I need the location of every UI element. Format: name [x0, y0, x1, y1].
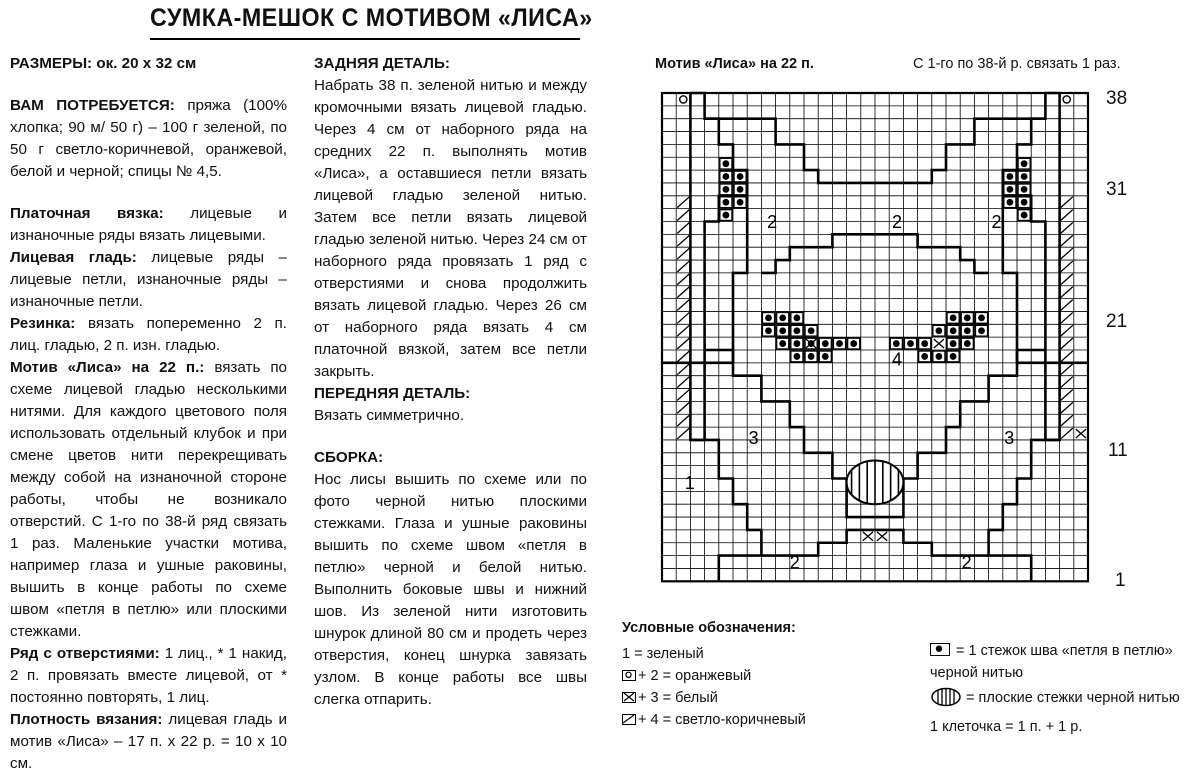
- white-cross-mark: [877, 532, 887, 541]
- loop-stitch-mark: [779, 327, 786, 334]
- brown-diagonal-mark: [1061, 223, 1073, 234]
- brown-diagonal-mark: [1061, 300, 1073, 311]
- zone-label-2: 2: [767, 211, 778, 232]
- loop-stitch-mark: [723, 199, 730, 206]
- zone-label-9: 2: [961, 552, 972, 573]
- brown-diagonal-mark: [677, 377, 689, 388]
- brown-diagonal-mark: [677, 235, 689, 246]
- chart-title: Мотив «Лиса» на 22 п.: [655, 56, 814, 72]
- loop-stitch-mark: [850, 340, 857, 347]
- title-underline: [150, 38, 580, 40]
- loop-stitch-mark: [808, 327, 815, 334]
- brown-diagonal-mark: [1061, 338, 1073, 349]
- loop-stitch-mark: [779, 314, 786, 321]
- loop-stitch-mark: [907, 340, 914, 347]
- row-number-38: 38: [1106, 88, 1128, 109]
- loop-stitch-mark: [978, 314, 985, 321]
- loop-stitch-mark: [794, 314, 801, 321]
- diagonal-symbol-icon: [622, 714, 636, 725]
- loop-stitch-mark: [822, 353, 829, 360]
- brown-diagonal-mark: [677, 364, 689, 375]
- brown-diagonal-mark: [1061, 377, 1073, 388]
- legend-loop-row: [930, 640, 1198, 684]
- chart-zone-labels: [685, 212, 1015, 573]
- zone-label-3: 2: [892, 211, 903, 232]
- zone-label-1: 1: [684, 472, 695, 493]
- right-body-outline: [989, 440, 1060, 581]
- brown-diagonal-mark: [677, 402, 689, 413]
- legend-brown-row: [622, 709, 806, 731]
- cross-symbol-icon: [622, 692, 636, 703]
- brown-diagonal-mark: [677, 312, 689, 323]
- legend-white-row: [622, 687, 806, 709]
- brown-diagonal-mark: [1061, 210, 1073, 221]
- loop-stitch-mark: [1021, 212, 1028, 219]
- gauge-label: Плотность вязания:: [10, 711, 163, 728]
- loop-stitch-mark: [723, 173, 730, 180]
- zone-label-7: 3: [1004, 427, 1015, 448]
- circle-symbol-icon: [622, 670, 636, 681]
- brown-diagonal-mark: [677, 261, 689, 272]
- loop-stitch-mark: [978, 327, 985, 334]
- left-body-outline: [690, 440, 761, 581]
- brown-diagonal-mark: [1061, 287, 1073, 298]
- garter-label: Платочная вязка:: [10, 205, 164, 222]
- brown-diagonal-mark: [1061, 364, 1073, 375]
- loop-stitch-mark: [822, 340, 829, 347]
- oval-stitch-icon: [930, 687, 962, 714]
- loop-stitch-mark: [1007, 199, 1014, 206]
- motif-text: вязать по схеме лицевой гладью несколькими нитями. Для каждого цветового поля использовать отдельный клубок и при смене цветов нити перекрещивать между собой на изнаночной стороне работы, чтобы не возникало отверстий. С 1-го по 38-й ряд связать 1 раз. Маленькие участки мотива, например глаза и ушные раковины, вышить в конце работы по схеме швом «петля в петлю» или плоскими стежками.: [10, 359, 287, 640]
- brown-diagonal-mark: [677, 248, 689, 259]
- loop-stitch-mark: [921, 353, 928, 360]
- legend-green: 1 = зеленый: [622, 646, 704, 662]
- loop-stitch-mark: [1021, 173, 1028, 180]
- loop-stitch-mark: [950, 353, 957, 360]
- legend-cell: 1 клеточка = 1 п. + 1 р.: [930, 719, 1083, 735]
- loop-stitch-mark: [794, 327, 801, 334]
- row-number-31: 31: [1106, 179, 1128, 200]
- row-number-1: 1: [1115, 570, 1126, 591]
- row-number-11: 11: [1108, 440, 1128, 461]
- dot-symbol-icon: [930, 643, 950, 656]
- instructions-column-2: [314, 53, 587, 711]
- legend-loop-stitch: = 1 стежок шва «петля в петлю» черной нитью: [930, 643, 1173, 681]
- sizes-value: ок. 20 х 32 см: [96, 55, 197, 72]
- legend-orange: + 2 = оранжевый: [638, 668, 752, 684]
- loop-stitch-mark: [936, 327, 943, 334]
- page-title: СУМКА-МЕШОК С МОТИВОМ «ЛИСА»: [150, 4, 593, 32]
- brown-diagonal-mark: [677, 428, 689, 439]
- needs-text: пряжа (100% хлопка; 90 м/ 50 г) – 100 г зеленой, по 50 г светло-коричневой, оранжевой, белой и черной; спицы № 4,5.: [10, 97, 287, 180]
- row-number-21: 21: [1106, 311, 1128, 332]
- brown-diagonal-mark: [677, 210, 689, 221]
- white-cross-mark: [863, 532, 873, 541]
- brown-diagonal-mark: [1061, 351, 1073, 362]
- brown-diagonal-mark: [1061, 402, 1073, 413]
- brown-diagonal-mark: [1061, 415, 1073, 426]
- brown-diagonal-mark: [677, 325, 689, 336]
- loop-stitch-mark: [1007, 173, 1014, 180]
- legend-left: [622, 617, 806, 731]
- rib-text: вязать попеременно 2 п. лиц. гладью, 2 п. изн. гладью.: [10, 315, 287, 354]
- loop-stitch-mark: [936, 353, 943, 360]
- loop-stitch-mark: [723, 160, 730, 167]
- loop-stitch-mark: [737, 186, 744, 193]
- brown-diagonal-mark: [677, 300, 689, 311]
- loop-stitch-mark: [765, 327, 772, 334]
- needs-label: ВАМ ПОТРЕБУЕТСЯ:: [10, 97, 175, 114]
- zone-label-8: 2: [789, 552, 800, 573]
- loop-stitch-mark: [1021, 160, 1028, 167]
- legend-orange-row: [622, 665, 806, 687]
- brown-diagonal-mark: [677, 390, 689, 401]
- loop-stitch-mark: [964, 314, 971, 321]
- brown-diagonal-mark: [677, 274, 689, 285]
- stockinette-text: лицевые ряды – лицевые петли, изнаночные ряды – изнаночные петли.: [10, 249, 287, 310]
- loop-stitch-mark: [1021, 199, 1028, 206]
- loop-stitch-mark: [765, 314, 772, 321]
- loop-stitch-mark: [723, 186, 730, 193]
- orange-ring-mark: [1063, 96, 1070, 103]
- white-cross-mark: [934, 339, 944, 348]
- chart-repeat-note: С 1-го по 38-й р. связать 1 раз.: [913, 56, 1121, 72]
- back-heading: ЗАДНЯЯ ДЕТАЛЬ:: [314, 55, 450, 72]
- brown-diagonal-mark: [1061, 274, 1073, 285]
- loop-stitch-mark: [723, 212, 730, 219]
- brown-diagonal-mark: [677, 287, 689, 298]
- loop-stitch-mark: [964, 340, 971, 347]
- motif-label: Мотив «Лиса» на 22 п.:: [10, 359, 205, 376]
- brown-diagonal-mark: [677, 415, 689, 426]
- loop-stitch-mark: [1021, 186, 1028, 193]
- loop-stitch-mark: [950, 327, 957, 334]
- legend-flat-row: [930, 687, 1198, 714]
- loop-stitch-mark: [964, 327, 971, 334]
- assembly-heading: СБОРКА:: [314, 449, 384, 466]
- white-cross-mark: [1076, 429, 1086, 438]
- legend-brown: + 4 = светло-коричневый: [638, 712, 806, 728]
- brown-diagonal-mark: [1061, 390, 1073, 401]
- brown-diagonal-mark: [1061, 428, 1073, 439]
- brown-diagonal-mark: [1061, 248, 1073, 259]
- holes-label: Ряд с отверстиями:: [10, 645, 160, 662]
- brown-diagonal-mark: [1061, 261, 1073, 272]
- chart-stitch-marks: [677, 96, 1086, 541]
- brown-diagonal-mark: [1061, 197, 1073, 208]
- brown-diagonal-mark: [677, 223, 689, 234]
- brown-diagonal-mark: [1061, 312, 1073, 323]
- gauge-text: лицевая гладь и мотив «Лиса» – 17 п. х 22 р. = 10 х 10 см.: [10, 711, 287, 772]
- loop-stitch-mark: [836, 340, 843, 347]
- brown-diagonal-mark: [1061, 235, 1073, 246]
- loop-stitch-mark: [794, 353, 801, 360]
- loop-stitch-mark: [794, 340, 801, 347]
- loop-stitch-mark: [1007, 186, 1014, 193]
- brown-diagonal-mark: [677, 338, 689, 349]
- brown-diagonal-mark: [677, 351, 689, 362]
- instructions-column-1: [10, 53, 287, 775]
- back-text: Набрать 38 п. зеленой нитью и между кромочными вязать лицевой гладью. Через 4 см от наборного ряда на средних 22 п. выполнять мотив «Лиса», а оставшиеся петли вязать лицевой гладью зеленой нитью. Затем все петли вязать лицевой гладью зеленой нитью. Через 24 см от наборного ряда провязать 1 ряд с отверстиями и снова продолжить вязать лицевой гладью. Через 26 см от наборного ряда вязать 4 см платочной вязкой, затем все петли закрыть.: [314, 77, 587, 380]
- loop-stitch-mark: [950, 314, 957, 321]
- front-heading: ПЕРЕДНЯЯ ДЕТАЛЬ:: [314, 385, 471, 402]
- garter-text: лицевые и изнаночные ряды вязать лицевыми.: [10, 205, 287, 244]
- loop-stitch-mark: [737, 173, 744, 180]
- zone-label-6: 3: [748, 427, 759, 448]
- zone-label-4: 2: [991, 211, 1002, 232]
- stockinette-label: Лицевая гладь:: [10, 249, 137, 266]
- sizes-label: РАЗМЕРЫ:: [10, 55, 93, 72]
- legend-title: Условные обозначения:: [622, 620, 796, 636]
- loop-stitch-mark: [950, 340, 957, 347]
- assembly-text: Нос лисы вышить по схеме или по фото черной нитью плоскими стежками. Глаза и ушные раковины вышить по схеме швом «петля в петлю» черной и белой нитью. Выполнить боковые швы и нижний шов. Из зеленой нити изготовить шнурок длиной 80 см и продеть через отверстия, конец шнурка завязать узлом. В конце работы все швы слегка отпарить.: [314, 471, 587, 708]
- loop-stitch-mark: [808, 353, 815, 360]
- fox-motif-chart: [640, 80, 1100, 600]
- brown-diagonal-mark: [677, 197, 689, 208]
- rib-label: Резинка:: [10, 315, 76, 332]
- loop-stitch-mark: [779, 340, 786, 347]
- front-text: Вязать симметрично.: [314, 407, 465, 424]
- loop-stitch-mark: [737, 199, 744, 206]
- legend-flat-stitch: = плоские стежки черной нитью: [966, 690, 1180, 706]
- orange-ring-mark: [680, 96, 687, 103]
- loop-stitch-mark: [893, 340, 900, 347]
- brown-diagonal-mark: [1061, 325, 1073, 336]
- holes-text: 1 лиц., * 1 накид, 2 п. провязать вместе лицевой, от * постоянно повторять, 1 лиц.: [10, 645, 287, 706]
- legend-white: + 3 = белый: [638, 690, 718, 706]
- zone-label-5: 4: [892, 349, 903, 370]
- legend-right: [930, 640, 1198, 738]
- loop-stitch-mark: [921, 340, 928, 347]
